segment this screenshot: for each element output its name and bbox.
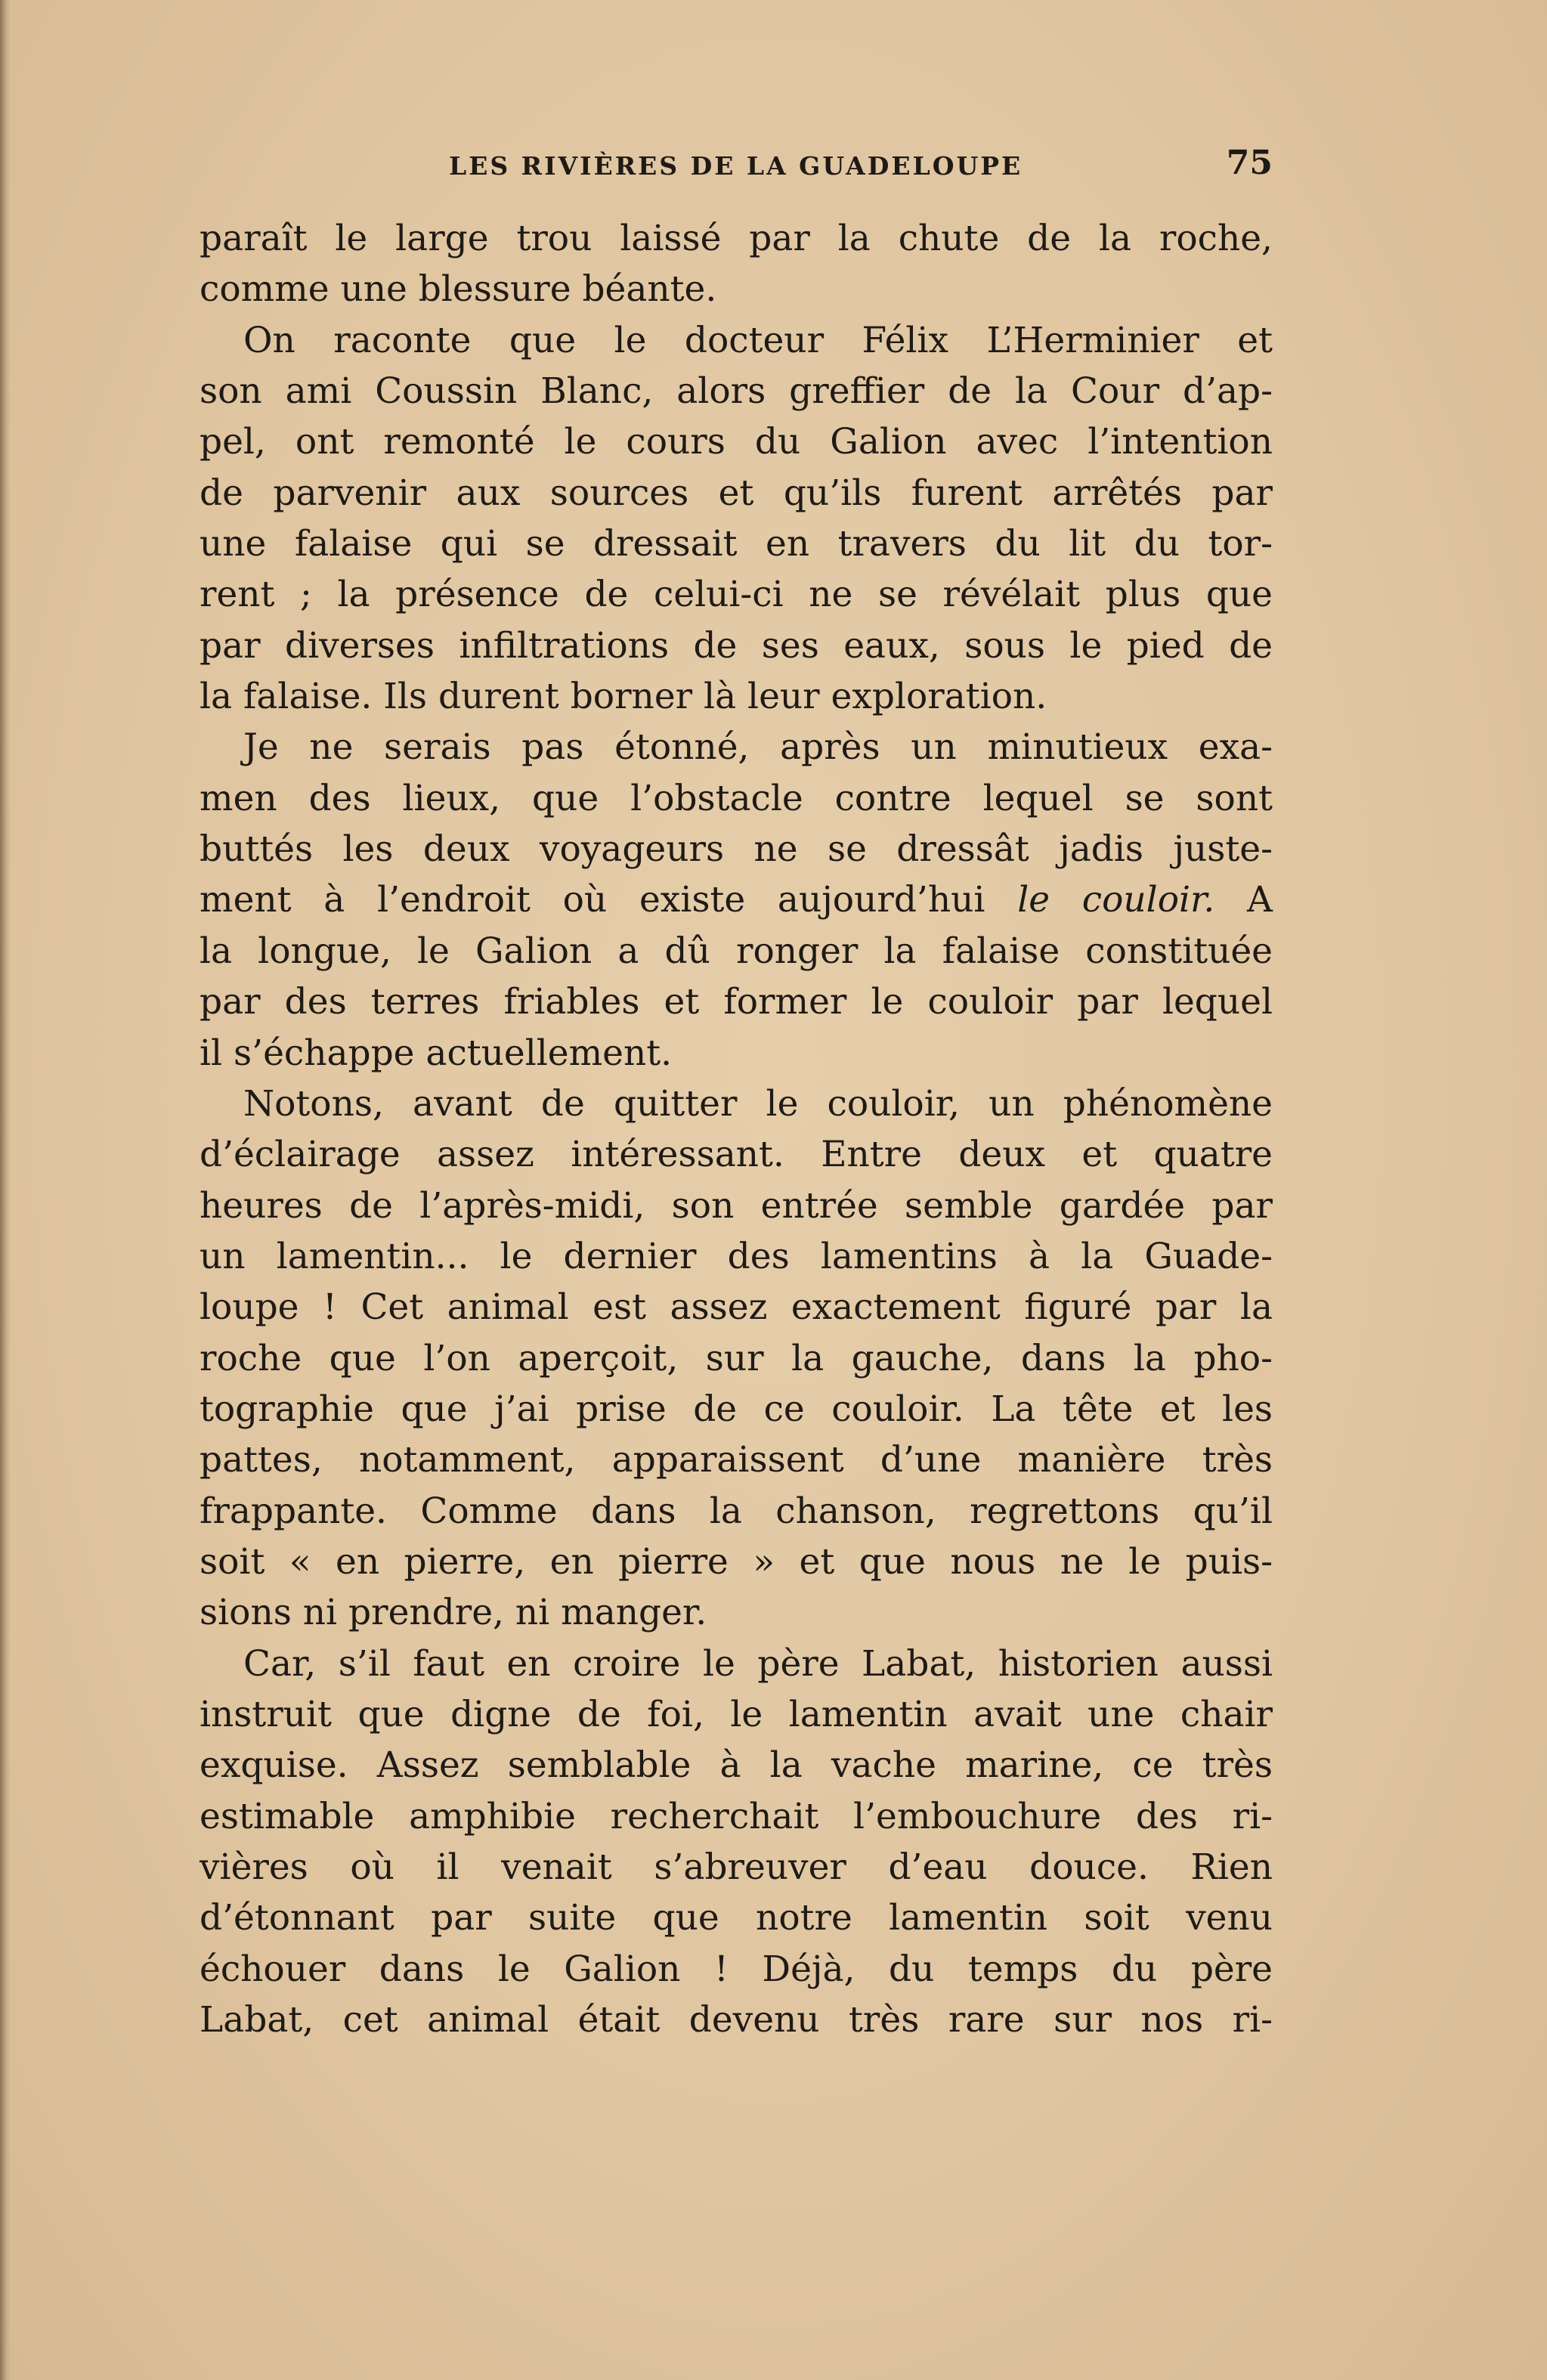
text-line: Car, s’il faut en croire le père Labat, historien aussi (243, 1642, 1273, 1685)
text-line: pel, ont remonté le cours du Galion avec l’intention (200, 421, 1273, 463)
text-line: Labat, cet animal était devenu très rare sur nos ri- (200, 1999, 1273, 2041)
text-line: par diverses infiltrations de ses eaux, sous le pied de (200, 624, 1273, 667)
text-line: la longue, le Galion a dû ronger la falaise constituée (200, 930, 1273, 972)
text-line: tographie que j’ai prise de ce couloir. La tête et les (200, 1388, 1273, 1430)
text-line: la falaise. Ils durent borner là leur exploration. (200, 676, 1047, 718)
text-line: estimable amphibie recherchait l’embouchure des ri- (200, 1795, 1273, 1837)
text-line: roche que l’on aperçoit, sur la gauche, dans la pho- (200, 1337, 1273, 1379)
text-line: On raconte que le docteur Félix L’Herminier et (243, 319, 1273, 361)
text-line: frappante. Comme dans la chanson, regrettons qu’il (200, 1490, 1273, 1532)
text-line: pattes, notamment, apparaissent d’une manière très (200, 1439, 1273, 1481)
text-line: il s’échappe actuellement. (200, 1032, 673, 1074)
text-line: d’étonnant par suite que notre lamentin soit venu (200, 1897, 1273, 1939)
text-line: loupe ! Cet animal est assez exactement figuré par la (200, 1286, 1273, 1329)
text-line: paraît le large trou laissé par la chute de la roche, (200, 218, 1273, 259)
text-line (200, 874, 1273, 925)
body-text (200, 213, 1273, 2045)
text-line: comme une blessure béante. (200, 268, 717, 311)
text-line: d’éclairage assez intéressant. Entre deux et quatre (200, 1134, 1273, 1176)
text-line: un lamentin... le dernier des lamentins à la Guade- (200, 1235, 1273, 1277)
text-run: ment à l’endroit où existe aujourd’hui (200, 879, 1018, 921)
text-line: une falaise qui se dressait en travers du lit du tor- (200, 523, 1273, 565)
page-edge (0, 0, 11, 2380)
running-head (200, 144, 1273, 189)
text-line: Notons, avant de quitter le couloir, un phénomène (243, 1082, 1273, 1125)
text-line: exquise. Assez semblable à la vache marine, ce très (200, 1744, 1273, 1787)
page-number: 75 (1226, 144, 1273, 182)
text-line: par des terres friables et former le couloir par lequel (200, 981, 1273, 1023)
running-title: LES RIVIÈRES DE LA GUADELOUPE (449, 151, 1023, 181)
text-line: soit « en pierre, en pierre » et que nous ne le puis- (200, 1540, 1273, 1583)
text-line: de parvenir aux sources et qu’ils furent arrêtés par (200, 472, 1273, 514)
text-line: rent ; la présence de celui-ci ne se révélait plus que (200, 574, 1273, 616)
text-line: son ami Coussin Blanc, alors greffier de la Cour d’ap- (200, 370, 1273, 413)
text-line: men des lieux, que l’obstacle contre lequel se sont (200, 777, 1273, 819)
italic-text: le couloir. (1017, 879, 1215, 921)
text-run: A (1214, 879, 1273, 921)
text-line: heures de l’après-midi, son entrée semble gardée par (200, 1184, 1273, 1227)
text-line: échouer dans le Galion ! Déjà, du temps du père (200, 1948, 1273, 1990)
text-line: instruit que digne de foi, le lamentin avait une chair (200, 1693, 1273, 1735)
text-line: sions ni prendre, ni manger. (200, 1592, 707, 1634)
text-line: Je ne serais pas étonné, après un minutieux exa- (243, 726, 1273, 769)
text-line: vières où il venait s’abreuver d’eau douce. Rien (200, 1846, 1273, 1888)
text-line: buttés les deux voyageurs ne se dressât jadis juste- (200, 828, 1273, 871)
